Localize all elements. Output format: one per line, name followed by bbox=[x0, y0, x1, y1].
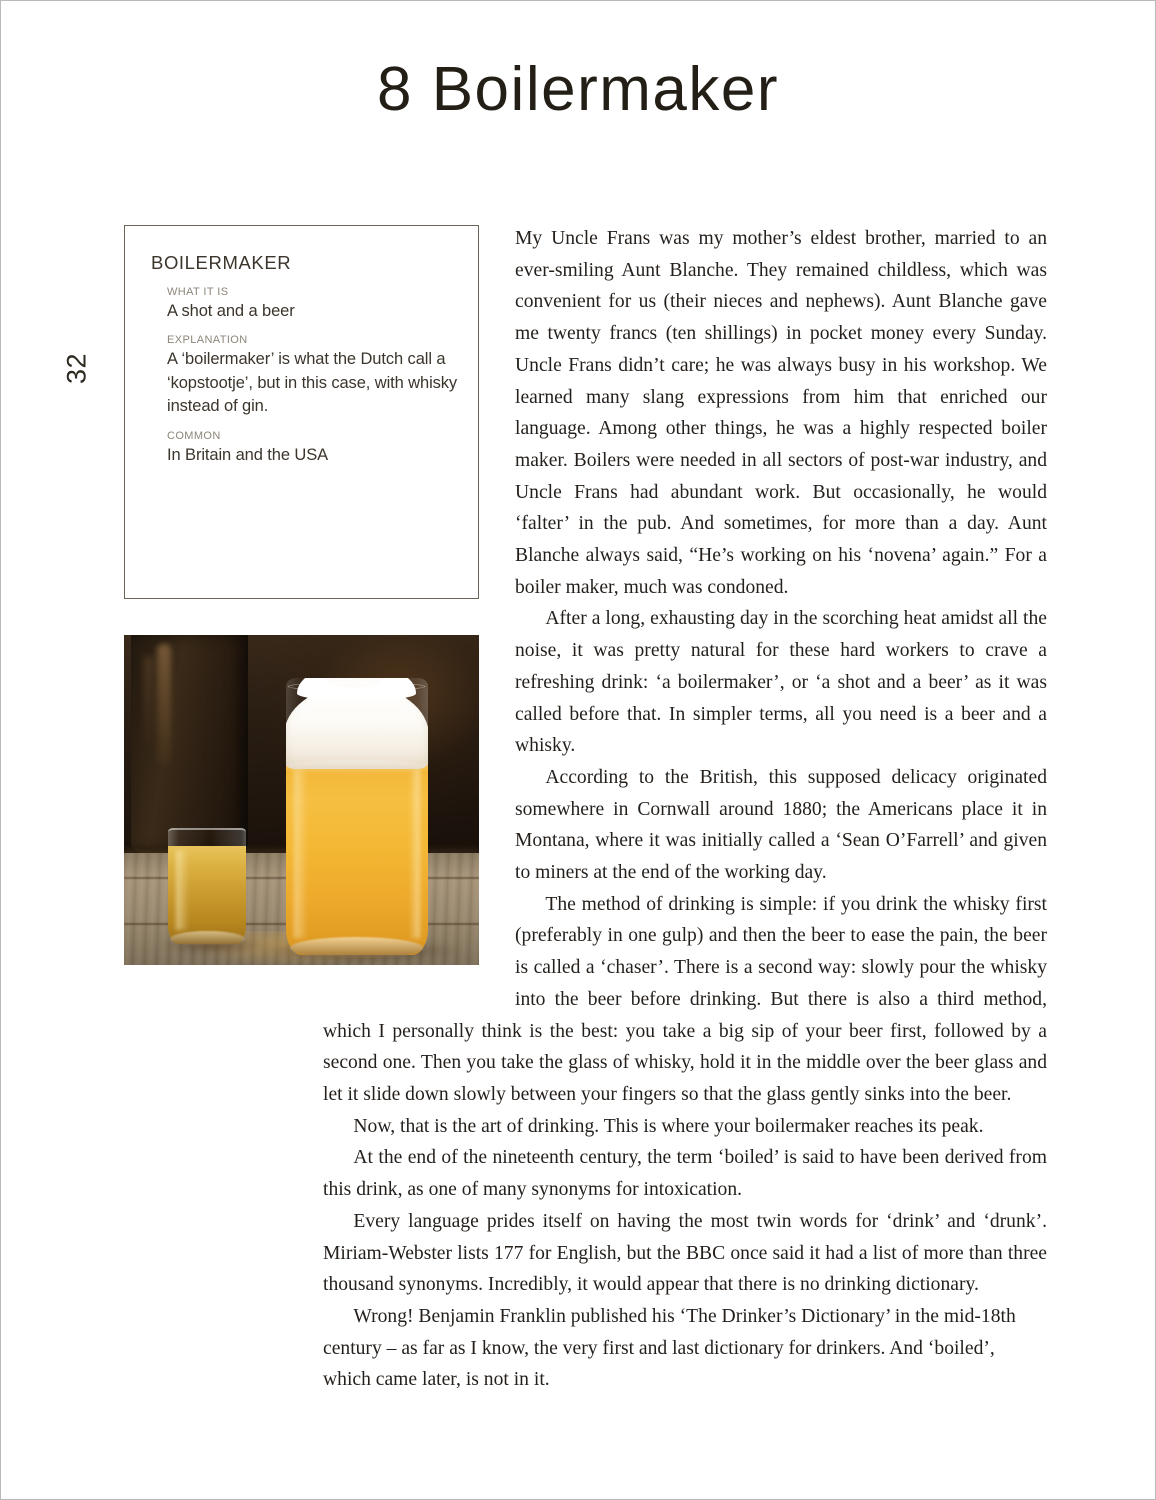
bottle-highlight-secondary bbox=[145, 657, 152, 744]
info-field-value-what-it-is: A shot and a beer bbox=[167, 302, 295, 320]
body-paragraph: After a long, exhausting day in the scorching heat amidst all the noise, it was pretty natural for these hard workers to crave a refreshing drink: ‘a boilermaker’, or ‘a shot and a beer’ as it was called before that. In simpler terms, all you need is a beer and a whisky. bbox=[515, 608, 1047, 757]
bottle-silhouette-icon bbox=[131, 635, 248, 853]
text-wrap-spacer bbox=[323, 223, 515, 1013]
beer-highlight-left bbox=[294, 769, 308, 938]
whisky-highlight bbox=[176, 850, 188, 929]
info-field-label-common: COMMON bbox=[167, 429, 221, 442]
shot-glass-base bbox=[170, 931, 245, 947]
shot-glass-body bbox=[168, 828, 246, 944]
info-field-label-explanation: EXPLANATION bbox=[167, 334, 248, 347]
shot-glass bbox=[168, 828, 246, 944]
info-field-label-what-it-is: WHAT IT IS bbox=[167, 286, 229, 298]
body-paragraph: At the end of the nineteenth century, the term ‘boiled’ is said to have been derived from this drink, as one of many synonyms for intoxication. bbox=[323, 1147, 1047, 1201]
info-field-value-common: In Britain and the USA bbox=[167, 445, 329, 464]
info-box-title: BOILERMAKER bbox=[151, 252, 292, 273]
body-paragraph: According to the British, this supposed delicacy originated somewhere in Cornwall around 1880; the Americans place it in Montana, where it was initially called a ‘Sean O’Farrell’ and given to miners at the end of the working day. bbox=[515, 766, 1047, 884]
body-paragraph: Every language prides itself on having the most twin words for ‘drink’ and ‘drunk’. Miriam-Webster lists 177 for English, but the BBC once said it had a list of more than three thousand synonyms. Incredibly, it would appear that there is no drinking dictionary. bbox=[323, 1210, 1047, 1296]
body-paragraph: Now, that is the art of drinking. This is where your boilermaker reaches its peak. bbox=[353, 1115, 984, 1137]
body-text bbox=[323, 223, 1047, 1396]
page-number: 32 bbox=[61, 352, 92, 385]
info-field-value-explanation: A ‘boilermaker’ is what the Dutch call a ‘kopstootje’, but in this case, with whisky instead of gin. bbox=[167, 350, 458, 416]
page-title: 8 Boilermaker bbox=[377, 55, 779, 124]
bottle-highlight bbox=[157, 644, 171, 766]
body-paragraph: The method of drinking is simple: if you drink the whisky first (preferably in one gulp) and then the beer to ease the pain, the beer is called a ‘chaser’. There is a second way: slowly pour the whisky into the beer before drinking. But there is also a third method, which I personally think is the best: you take a big sip of your beer first, followed by a second one. Then you take the glass of whisky, hold it in the middle over the beer glass and let it slide down slowly between your fingers so that the glass gently sinks into the beer. bbox=[323, 893, 1047, 1105]
body-paragraph: Wrong! Benjamin Franklin published his ‘The Drinker’s Dictionary’ in the mid-18th century – as far as I know, the very first and last dictionary for drinkers. And ‘boiled’, which came later, is not in it. bbox=[323, 1305, 1016, 1391]
body-paragraph: My Uncle Frans was my mother’s eldest brother, married to an ever-smiling Aunt Blanche. They remained childless, which was convenient for us (their nieces and nephews). Aunt Blanche gave me twenty francs (ten shillings) in pocket money every Sunday. Uncle Frans didn’t care; he was always busy in his workshop. We learned many slang expressions from him that enriched our language. Among other things, he was a highly respected boiler maker. Boilers were needed in all sectors of post-war industry, and Uncle Frans had abundant work. But occasionally, he would ‘falter’ in the pub. And sometimes, for more than a day. Aunt Blanche always said, “He’s working on his ‘novena’ again.” For a boiler maker, much was condoned. bbox=[515, 228, 1047, 598]
